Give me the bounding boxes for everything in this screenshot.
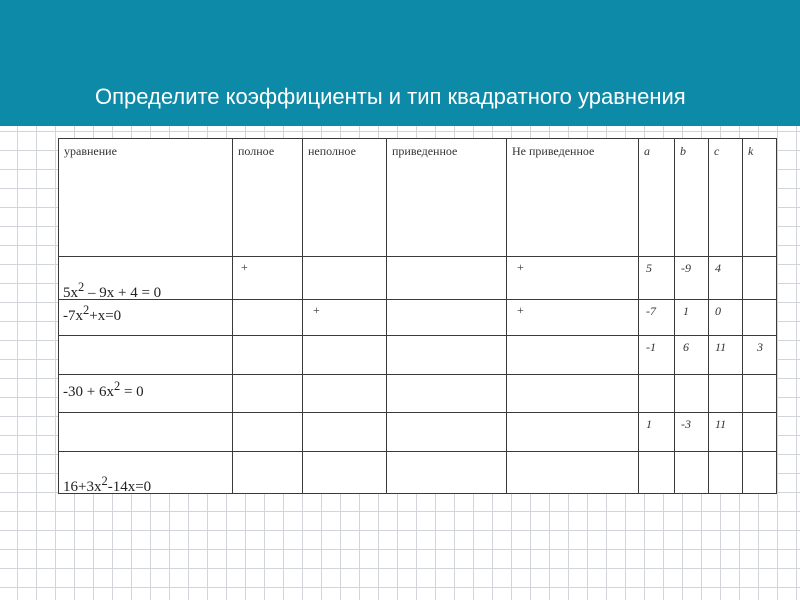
full-cell	[233, 413, 303, 452]
k-cell	[743, 452, 777, 494]
incomplete-cell	[303, 375, 387, 413]
equation-cell: $-7x^2+x=0$	[59, 300, 233, 336]
not-reduced-cell	[507, 413, 639, 452]
equation-cell: $5x^2 - 9x + 4 = 0$	[59, 257, 233, 300]
slide-title: Определите коэффициенты и тип квадратного уравнения	[95, 84, 686, 109]
c-cell: 4	[709, 257, 743, 300]
c-cell	[709, 375, 743, 413]
b-cell: 1	[675, 300, 709, 336]
a-cell: 1	[639, 413, 675, 452]
equation-cell	[59, 336, 233, 375]
header-incomplete: неполное	[303, 139, 387, 257]
incomplete-cell	[303, 452, 387, 494]
not-reduced-cell: +	[507, 300, 639, 336]
table-header-row	[59, 139, 777, 257]
equation-cell	[59, 413, 233, 452]
incomplete-cell: +	[303, 300, 387, 336]
header-a: a	[639, 139, 675, 257]
table-row	[59, 375, 777, 413]
k-cell	[743, 413, 777, 452]
incomplete-cell	[303, 413, 387, 452]
reduced-cell	[387, 452, 507, 494]
reduced-cell	[387, 413, 507, 452]
table-row	[59, 336, 777, 375]
b-cell	[675, 452, 709, 494]
k-cell	[743, 257, 777, 300]
a-cell: -1	[639, 336, 675, 375]
b-cell	[675, 375, 709, 413]
header-full: полное	[233, 139, 303, 257]
table-row	[59, 452, 777, 494]
b-cell: 6	[675, 336, 709, 375]
header-k: k	[743, 139, 777, 257]
equations-table	[58, 138, 777, 494]
incomplete-cell	[303, 257, 387, 300]
a-cell: -7	[639, 300, 675, 336]
not-reduced-cell	[507, 336, 639, 375]
header-b: b	[675, 139, 709, 257]
b-cell: -3	[675, 413, 709, 452]
header-equation: уравнение	[59, 139, 233, 257]
a-cell: 5	[639, 257, 675, 300]
b-cell: -9	[675, 257, 709, 300]
not-reduced-cell	[507, 452, 639, 494]
reduced-cell	[387, 375, 507, 413]
full-cell	[233, 452, 303, 494]
header-c: c	[709, 139, 743, 257]
reduced-cell	[387, 336, 507, 375]
equation-cell: $16+3x^2-14x=0$	[59, 452, 233, 494]
c-cell: 11	[709, 336, 743, 375]
header-reduced: приведенное	[387, 139, 507, 257]
table-row	[59, 257, 777, 300]
k-cell	[743, 375, 777, 413]
full-cell	[233, 336, 303, 375]
reduced-cell	[387, 300, 507, 336]
k-cell	[743, 300, 777, 336]
full-cell	[233, 375, 303, 413]
reduced-cell	[387, 257, 507, 300]
c-cell: 0	[709, 300, 743, 336]
c-cell: 11	[709, 413, 743, 452]
incomplete-cell	[303, 336, 387, 375]
not-reduced-cell: +	[507, 257, 639, 300]
full-cell: +	[233, 257, 303, 300]
a-cell	[639, 452, 675, 494]
equation-cell: $-30 + 6x^2 = 0$	[59, 375, 233, 413]
c-cell	[709, 452, 743, 494]
header-not-reduced: Не приведенное	[507, 139, 639, 257]
not-reduced-cell	[507, 375, 639, 413]
table-row	[59, 413, 777, 452]
a-cell	[639, 375, 675, 413]
table-row	[59, 300, 777, 336]
full-cell	[233, 300, 303, 336]
k-cell: 3	[743, 336, 777, 375]
